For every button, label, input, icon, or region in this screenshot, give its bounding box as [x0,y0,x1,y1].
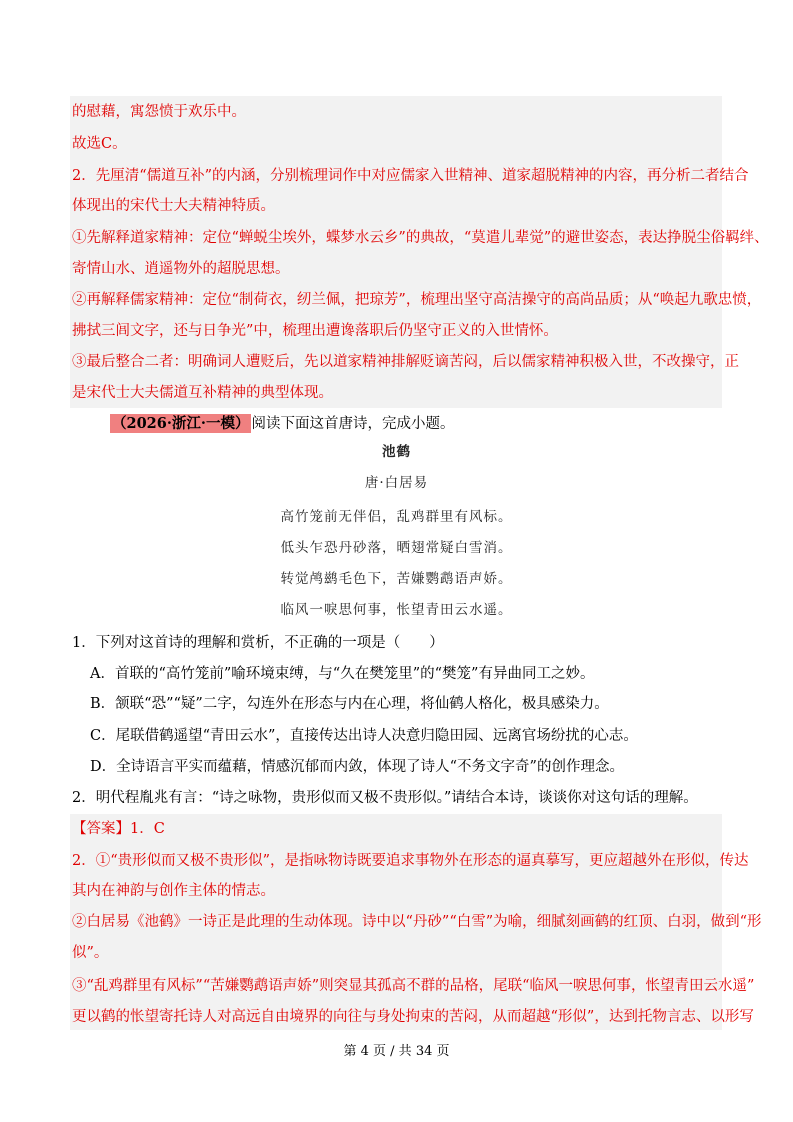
text-line: 拂拭三闾文字，还与日争光”中，梳理出遭谗落职后仍坚守正义的入世情怀。 [72,323,558,339]
poem-title: 池鹤 [382,444,411,460]
poem-line: 转觉鸬鹚毛色下，苦嫌鹦鹉语声娇。 [280,571,513,587]
text-line: 2．①“贵形似而又极不贵形似”，是指咏物诗既要追求事物外在形态的逼真摹写，更应超越外在形似，传达 [72,853,749,869]
source-tag: （2026·浙江·一模） [112,415,250,432]
poem-line: 高竹笼前无伴侣，乱鸡群里有风标。 [280,509,513,525]
text-line: 是宋代士大夫儒道互补精神的典型体现。 [72,385,333,401]
text-line: ③最后整合二者：明确词人遭贬后，先以道家精神排解贬谪苦闷，后以儒家精神积极入世，不改操守，正 [72,354,739,370]
option-b: B．颔联“恐”“疑”二字，勾连外在形态与内在心理，将仙鹤人格化，极具感染力。 [90,696,609,712]
text-line: 似”。 [72,945,109,961]
text-line: 其内在神韵与创作主体的情志。 [72,883,275,899]
option-d: D．全诗语言平实而蕴藉，情感沉郁而内敛，体现了诗人“不务文字奇”的创作理念。 [90,759,624,775]
page-number: 第 4 页 / 共 34 页 [343,1044,450,1059]
poem-line: 临风一唳思何事，怅望青田云水遥。 [280,602,513,618]
text-line: ③“乱鸡群里有风标”“苦嫌鹦鹉语声娇”则突显其孤高不群的品格，尾联“临风一唳思何事，怅望青田云水遥” [72,978,755,994]
answer-label: 【答案】1．C [72,821,165,837]
question-1: 1．下列对这首诗的理解和赏析，不正确的一项是（ ） [72,635,444,651]
intro-text: 阅读下面这首唐诗，完成小题。 [251,416,455,432]
poem-author: 唐·白居易 [364,475,429,491]
option-a: A．首联的“高竹笼前”喻环境束缚，与“久在樊笼里”的“樊笼”有异曲同工之妙。 [90,666,595,682]
text-line: 的慰藉，寓怨愤于欢乐中。 [72,104,246,120]
question-2: 2．明代程胤兆有言：“诗之咏物，贵形似而又极不贵形似。”请结合本诗，谈谈你对这句话的理解。 [72,790,698,806]
text-line: ②白居易《池鹤》一诗正是此理的生动体现。诗中以“丹砂”“白雪”为喻，细腻刻画鹤的红顶、白羽，做到“形 [72,914,762,930]
text-line: 寄情山水、逍遥物外的超脱思想。 [72,261,290,277]
option-c: C．尾联借鹤遥望“青田云水”，直接传达出诗人决意归隐田园、远离官场纷扰的心志。 [90,728,638,744]
text-line: ②再解释儒家精神：定位“制荷衣，纫兰佩，把琼芳”，梳理出坚守高洁操守的高尚品质；从“唤起九歌忠愤， [72,292,762,308]
question-intro [110,414,758,434]
text-line: 2．先厘清“儒道互补”的内涵，分别梳理词作中对应儒家入世精神、道家超脱精神的内容，再分析二者结合 [72,168,749,184]
text-line: ①先解释道家精神：定位“蝉蜕尘埃外，蝶梦水云乡”的典故，“莫遣儿辈觉”的避世姿态，表达挣脱尘俗羁绊、 [72,230,769,246]
poem-line: 低头乍恐丹砂落，晒翅常疑白雪消。 [280,540,513,556]
text-line: 故选C。 [72,136,127,152]
text-line: 体现出的宋代士大夫精神特质。 [72,198,275,214]
text-line: 更以鹤的怅望寄托诗人对高远自由境界的向往与身处拘束的苦闷，从而超越“形似”，达到托物言志、以形写 [72,1009,754,1025]
